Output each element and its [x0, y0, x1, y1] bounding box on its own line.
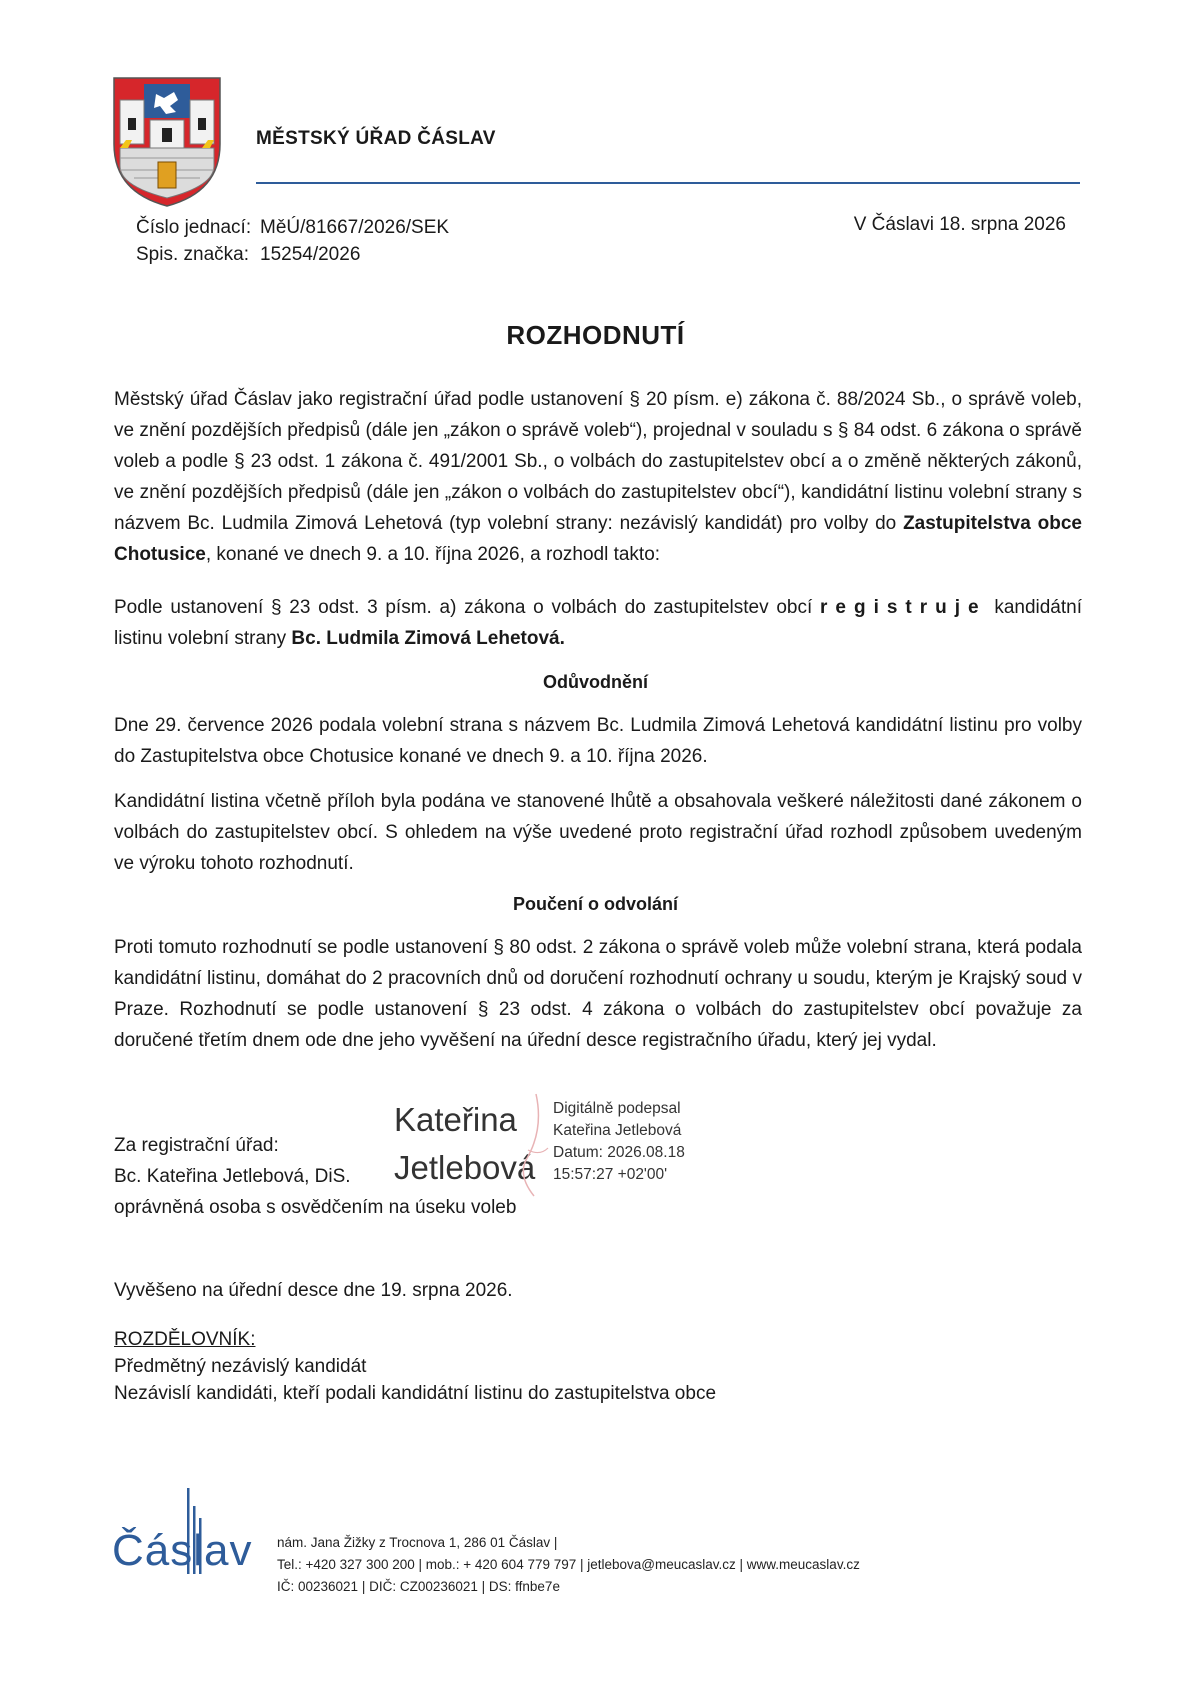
signatory-for-label: Za registrační úřad:	[114, 1135, 279, 1156]
ref-value: MěÚ/81667/2026/SEK	[260, 217, 450, 238]
footer-address: nám. Jana Žižky z Trocnova 1, 286 01 Čáslav |	[277, 1535, 558, 1550]
reasoning-paragraph-1: Dne 29. července 2026 podala volební strana s názvem Bc. Ludmila Zimová Lehetová kandidátní listinu pro volby do Zastupitelstva obce Chotusice konané ve dnech 9. a 10. října 2026.	[114, 715, 1082, 767]
intro-text-a: Městský úřad Čáslav jako registrační úřad podle ustanovení § 20 písm. e) zákona č. 88/2024 Sb., o správě voleb, ve znění pozdějších předpisů (dále jen „zákon o správě voleb“), projednal v souladu s § 84 odst. 6 zákona o správě voleb a podle § 23 odst. 1 zákona č. 491/2001 Sb., o volbách do zastupitelstev obcí a o změně některých zákonů, ve znění pozdějších předpisů (dále jen „zákon o volbách do zastupitelstev obcí“), kandidátní listinu volební strany s názvem Bc. Ludmila Zimová Lehetová (typ volební strany: nezávislý kandidát) pro volby do	[114, 389, 1082, 534]
verdict-paragraph	[114, 592, 1082, 654]
signature-detail-4: 15:57:27 +02'00'	[553, 1166, 668, 1183]
digital-signature-details	[553, 1098, 685, 1186]
distribution-item: Předmětný nezávislý kandidát	[114, 1356, 367, 1377]
signature-detail-2: Kateřina Jetlebová	[553, 1122, 682, 1139]
footer-contact	[277, 1532, 860, 1598]
verdict-text-a: Podle ustanovení § 23 odst. 3 písm. a) zákona o volbách do zastupitelstev obcí	[114, 597, 820, 618]
header-rule	[256, 182, 1080, 184]
signature-last-name: Jetlebová	[394, 1149, 536, 1186]
verdict-registers: registruje	[820, 597, 987, 618]
posted-notice: Vyvěšeno na úřední desce dne 19. srpna 2026.	[114, 1280, 513, 1301]
reference-block	[136, 214, 449, 268]
intro-council-name: Zastupitelstva obce Chotusice	[114, 513, 1083, 565]
distribution-list	[114, 1326, 716, 1407]
intro-paragraph	[114, 384, 1082, 570]
office-title: MĚSTSKÝ ÚŘAD ČÁSLAV	[256, 128, 496, 149]
signatory-role: oprávněná osoba s osvědčením na úseku voleb	[114, 1197, 517, 1218]
document-title: ROZHODNUTÍ	[506, 320, 685, 350]
file-value: 15254/2026	[260, 244, 361, 265]
distribution-title: ROZDĚLOVNÍK:	[114, 1329, 256, 1350]
signature-first-name: Kateřina	[394, 1101, 517, 1138]
ref-label: Číslo jednací:	[136, 217, 252, 238]
reasoning-paragraph-2: Kandidátní listina včetně příloh byla podána ve stanovené lhůtě a obsahovala veškeré náležitosti dané zákonem o volbách do zastupitelstev obcí. S ohledem na výše uvedené proto registrační úřad rozhodl způsobem uvedeným ve výroku tohoto rozhodnutí.	[114, 791, 1082, 874]
appeal-paragraph: Proti tomuto rozhodnutí se podle ustanovení § 80 odst. 2 zákona o správě voleb může volební strana, která podala kandidátní listinu, domáhat do 2 pracovních dnů od doručení rozhodnutí ochrany u soudu, kterým je Krajský soud v Praze. Rozhodnutí se podle ustanovení § 23 odst. 4 zákona o volbách do zastupitelstev obcí považuje za doručené třetím dnem ode dne jeho vyvěšení na úřední desce registračního úřadu, který jej vydal.	[114, 937, 1082, 1051]
verdict-candidate-name: Bc. Ludmila Zimová Lehetová.	[291, 628, 565, 649]
footer-phone-email: Tel.: +420 327 300 200 | mob.: + 420 604 779 797 | jetlebova@meucaslav.cz | www.meucaslav.cz	[277, 1557, 860, 1572]
reasoning-heading: Odůvodnění	[543, 672, 648, 692]
place-date: V Čáslavi 18. srpna 2026	[853, 214, 1066, 235]
distribution-item: Nezávislí kandidáti, kteří podali kandidátní listinu do zastupitelstva obce	[114, 1383, 717, 1404]
intro-text-b: , konané ve dnech 9. a 10. října 2026, a rozhodl takto:	[205, 544, 661, 565]
verdict-text-b: kandidátní listinu volební strany	[114, 597, 1082, 649]
appeal-heading: Poučení o odvolání	[512, 894, 678, 914]
footer-logo	[112, 1488, 252, 1578]
signatory-name: Bc. Kateřina Jetlebová, DiS.	[114, 1166, 351, 1187]
signature-detail-1: Digitálně podepsal	[553, 1100, 681, 1117]
footer-ids: IČ: 00236021 | DIČ: CZ00236021 | DS: ffnbe7e	[277, 1579, 560, 1594]
signature-detail-3: Datum: 2026.08.18	[553, 1144, 685, 1161]
file-label: Spis. značka:	[136, 244, 249, 265]
coat-of-arms-logo	[110, 74, 224, 208]
footer-logo-text: Čáslav	[112, 1526, 253, 1575]
signature-mark-icon	[514, 1090, 554, 1200]
